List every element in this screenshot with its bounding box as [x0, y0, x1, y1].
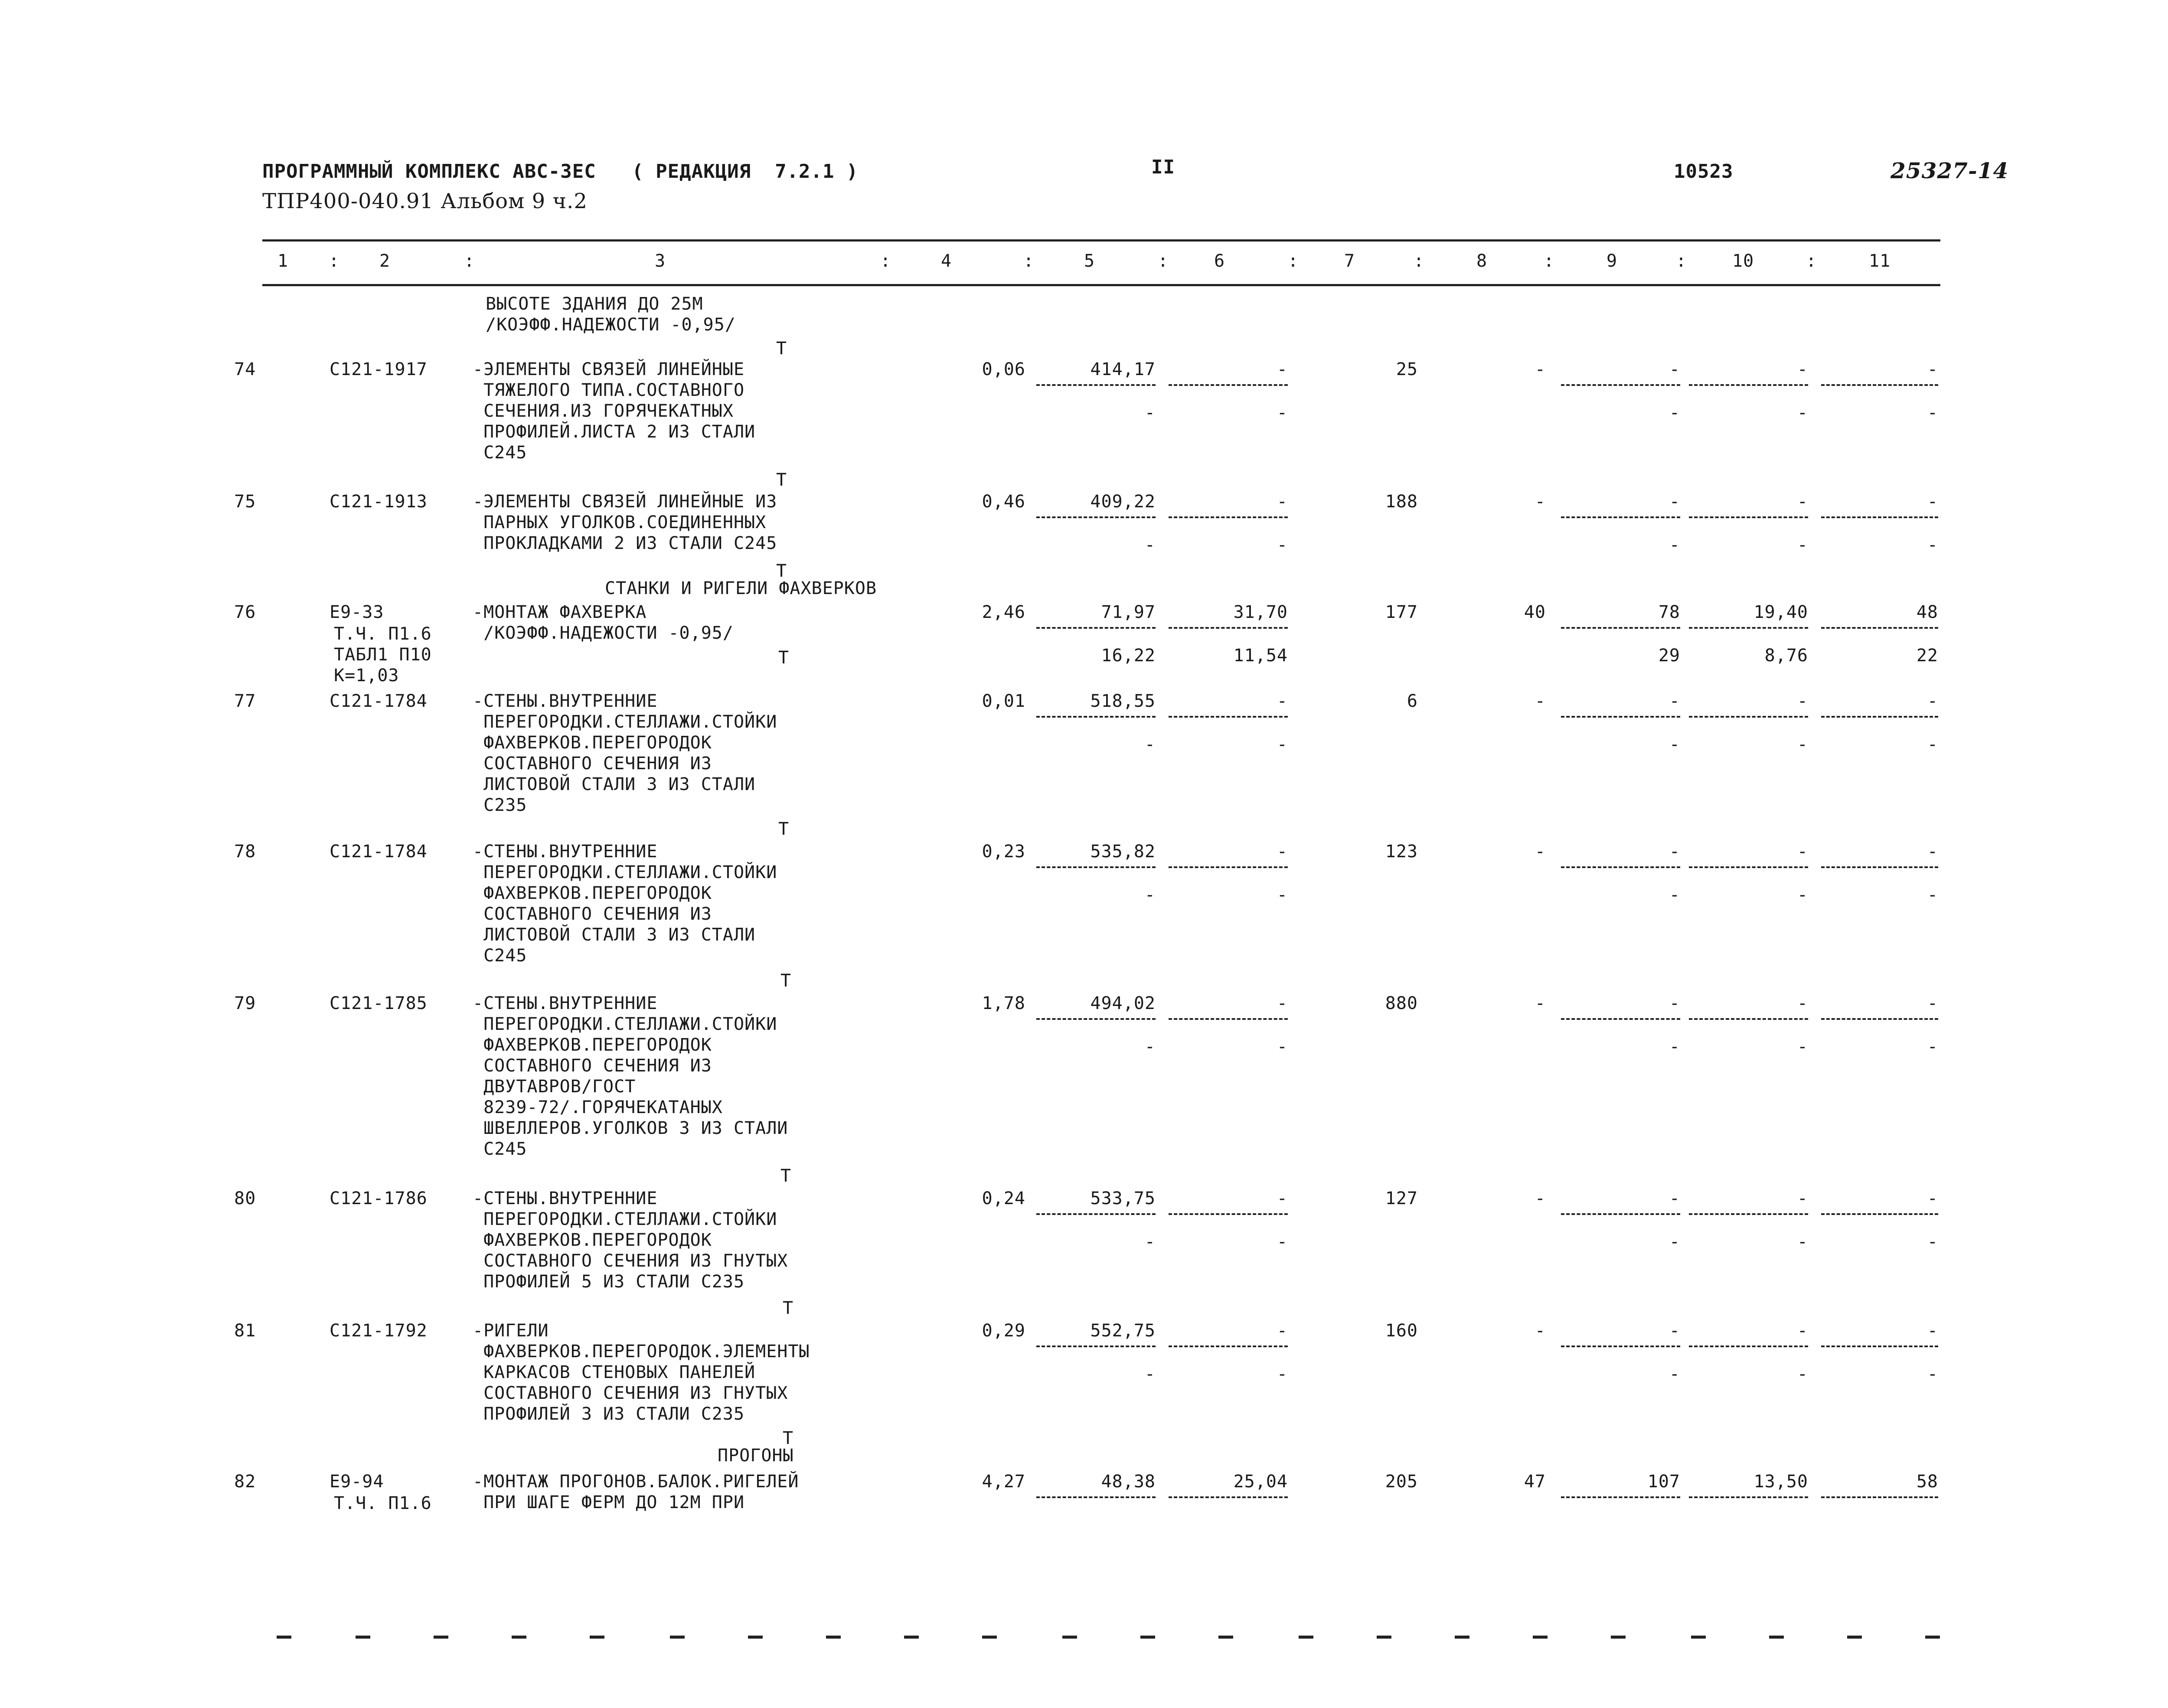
- page-number: II: [1151, 156, 1175, 178]
- cell-c9b: -: [1669, 1232, 1680, 1252]
- norm-code: С121-1784: [330, 691, 428, 711]
- cell-c9b: -: [1669, 885, 1680, 905]
- fraction-rule: [1689, 1345, 1808, 1347]
- fraction-rule: [1561, 716, 1680, 718]
- intro-line: ВЫСОТЕ ЗДАНИЯ ДО 25М: [486, 294, 703, 314]
- cell-c10: 13,50: [1753, 1472, 1808, 1492]
- cell-c9b: -: [1669, 735, 1680, 754]
- cell-c10: -: [1797, 691, 1808, 711]
- fraction-rule: [1821, 516, 1938, 518]
- cell-c7: 127: [1385, 1189, 1418, 1208]
- norm-reference: Т.Ч. П1.6: [334, 1493, 432, 1513]
- cell-c9: -: [1669, 842, 1680, 862]
- fraction-rule: [1561, 516, 1680, 518]
- work-description: -СТЕНЫ.ВНУТРЕННИЕ ПЕРЕГОРОДКИ.СТЕЛЛАЖИ.СТОЙКИ ФАХВЕРКОВ.ПЕРЕГОРОДОК СОСТАВНОГО СЕЧЕНИЯ ИЗ ГНУТЫХ ПРОФИЛЕЙ 5 ИЗ СТАЛИ С235: [473, 1189, 788, 1292]
- cell-c8: -: [1535, 1189, 1546, 1208]
- cell-c5b: -: [1144, 735, 1156, 754]
- fraction-rule: [1036, 516, 1156, 518]
- cell-c11b: -: [1927, 1232, 1938, 1252]
- t-marker: Т: [776, 339, 787, 359]
- row-number: 82: [234, 1472, 256, 1492]
- fraction-rule: [1689, 1213, 1808, 1215]
- fraction-rule: [1821, 716, 1938, 718]
- row-number: 75: [234, 492, 256, 512]
- cell-c9: -: [1669, 359, 1680, 379]
- fraction-rule: [1561, 1213, 1680, 1215]
- cell-c4: 0,46: [982, 492, 1025, 512]
- cell-c8: -: [1535, 691, 1546, 711]
- cell-c6: -: [1277, 842, 1288, 862]
- cell-c9: -: [1669, 691, 1680, 711]
- cell-c11: -: [1927, 359, 1938, 379]
- header-bottom-rule: [262, 284, 1940, 286]
- t-marker: Т: [780, 1166, 792, 1186]
- norm-code: С121-1786: [330, 1189, 428, 1208]
- cell-c8: 40: [1524, 602, 1546, 622]
- fraction-rule: [1821, 384, 1938, 386]
- row-number: 76: [234, 602, 256, 622]
- fraction-rule: [1169, 516, 1288, 518]
- cell-c6: 25,04: [1233, 1472, 1288, 1492]
- work-description: -СТЕНЫ.ВНУТРЕННИЕ ПЕРЕГОРОДКИ.СТЕЛЛАЖИ.СТОЙКИ ФАХВЕРКОВ.ПЕРЕГОРОДОК СОСТАВНОГО СЕЧЕНИЯ ИЗ ЛИСТОВОЙ СТАЛИ 3 ИЗ СТАЛИ С235: [473, 691, 777, 815]
- cell-c7: 880: [1385, 993, 1418, 1013]
- work-description: -РИГЕЛИ ФАХВЕРКОВ.ПЕРЕГОРОДОК.ЭЛЕМЕНТЫ КАРКАСОВ СТЕНОВЫХ ПАНЕЛЕЙ СОСТАВНОГО СЕЧЕНИЯ ИЗ ГНУТЫХ ПРОФИЛЕЙ 3 ИЗ СТАЛИ С235: [473, 1321, 810, 1424]
- cell-c4: 1,78: [982, 993, 1025, 1013]
- cell-c10b: -: [1797, 885, 1808, 905]
- norm-code: С121-1784: [330, 842, 428, 862]
- dash-mark: [1533, 1636, 1548, 1639]
- cell-c6b: -: [1277, 1364, 1288, 1384]
- cell-c6: 31,70: [1233, 602, 1288, 622]
- row-number: 77: [234, 691, 256, 711]
- dash-mark: [1611, 1636, 1626, 1639]
- cell-c5: 552,75: [1090, 1321, 1156, 1341]
- col-header: 3: [655, 251, 666, 271]
- cell-c5b: -: [1144, 1037, 1156, 1057]
- cell-c4: 0,06: [982, 359, 1025, 379]
- fraction-rule: [1689, 627, 1808, 629]
- norm-code: С121-1792: [330, 1321, 428, 1341]
- cell-c11b: -: [1927, 735, 1938, 754]
- dash-mark: [1062, 1636, 1077, 1639]
- cell-c11: -: [1927, 842, 1938, 862]
- cell-c9: -: [1669, 1189, 1680, 1208]
- cell-c10: -: [1797, 993, 1808, 1013]
- cell-c6b: -: [1277, 735, 1288, 754]
- cell-c9b: -: [1669, 403, 1680, 423]
- cell-c11: -: [1927, 1189, 1938, 1208]
- cell-c4: 0,01: [982, 691, 1025, 711]
- cell-c7: 177: [1385, 602, 1418, 622]
- cell-c9b: -: [1669, 535, 1680, 555]
- fraction-rule: [1689, 516, 1808, 518]
- cell-c9b: 29: [1658, 646, 1680, 666]
- cell-c6: -: [1277, 359, 1288, 379]
- fraction-rule: [1821, 1018, 1938, 1020]
- cell-c9: 78: [1658, 602, 1680, 622]
- norm-code: С121-1785: [330, 993, 428, 1013]
- cell-c6: -: [1277, 993, 1288, 1013]
- fraction-rule: [1821, 1496, 1938, 1498]
- cell-c4: 2,46: [982, 602, 1025, 622]
- fraction-rule: [1036, 866, 1156, 868]
- dash-mark: [826, 1636, 841, 1639]
- col-header: 9: [1606, 251, 1618, 271]
- cell-c9b: -: [1669, 1037, 1680, 1057]
- program-title: ПРОГРАММНЫЙ КОМПЛЕКС АВС-3ЕС ( РЕДАКЦИЯ 7.2.1 ): [262, 160, 859, 183]
- cell-c10b: 8,76: [1764, 646, 1808, 666]
- cell-c6: -: [1277, 492, 1288, 512]
- cell-c11b: -: [1927, 885, 1938, 905]
- cell-c10b: -: [1797, 1364, 1808, 1384]
- cell-c10b: -: [1797, 535, 1808, 555]
- cell-c6: -: [1277, 1321, 1288, 1341]
- work-description: -СТЕНЫ.ВНУТРЕННИЕ ПЕРЕГОРОДКИ.СТЕЛЛАЖИ.СТОЙКИ ФАХВЕРКОВ.ПЕРЕГОРОДОК СОСТАВНОГО СЕЧЕНИЯ ИЗ ДВУТАВРОВ/ГОСТ 8239-72/.ГОРЯЧЕКАТАНЫХ ШВЕЛЛЕРОВ.УГОЛКОВ 3 ИЗ СТАЛИ С245: [473, 993, 788, 1159]
- fraction-rule: [1036, 1345, 1156, 1347]
- cell-c9: -: [1669, 492, 1680, 512]
- fraction-rule: [1689, 1018, 1808, 1020]
- cell-c9b: -: [1669, 1364, 1680, 1384]
- col-header: 11: [1869, 251, 1891, 271]
- cell-c5b: -: [1144, 403, 1156, 423]
- cell-c6b: -: [1277, 535, 1288, 555]
- fraction-rule: [1561, 1345, 1680, 1347]
- cell-c11: 48: [1916, 602, 1938, 622]
- dash-mark: [1691, 1636, 1706, 1639]
- fraction-rule: [1169, 1213, 1288, 1215]
- fraction-rule: [1169, 866, 1288, 868]
- t-marker: Т: [780, 971, 792, 991]
- cell-c11: -: [1927, 993, 1938, 1013]
- cell-c5b: 16,22: [1101, 646, 1156, 666]
- fraction-rule: [1821, 866, 1938, 868]
- cell-c11b: 22: [1916, 646, 1938, 666]
- fraction-rule: [1689, 866, 1808, 868]
- cell-c5: 494,02: [1090, 993, 1156, 1013]
- fraction-rule: [1689, 384, 1808, 386]
- cell-c5b: -: [1144, 1232, 1156, 1252]
- cell-c6b: -: [1277, 1037, 1288, 1057]
- norm-code: С121-1913: [330, 492, 428, 512]
- cell-c5b: -: [1144, 535, 1156, 555]
- dash-mark: [277, 1636, 291, 1639]
- cell-c6b: -: [1277, 1232, 1288, 1252]
- fraction-rule: [1169, 1345, 1288, 1347]
- cell-c11: -: [1927, 492, 1938, 512]
- dash-mark: [748, 1636, 763, 1639]
- col-header: 4: [941, 251, 952, 271]
- fraction-rule: [1561, 627, 1680, 629]
- cell-c7: 188: [1385, 492, 1418, 512]
- cell-c11b: -: [1927, 403, 1938, 423]
- t-marker: Т: [778, 648, 790, 668]
- fraction-rule: [1169, 716, 1288, 718]
- fraction-rule: [1689, 716, 1808, 718]
- fraction-rule: [1036, 1213, 1156, 1215]
- cell-c5: 414,17: [1090, 359, 1156, 379]
- col-header: 1: [278, 251, 289, 271]
- album-title: ТПР400-040.91 Альбом 9 ч.2: [262, 189, 588, 213]
- cell-c10: -: [1797, 1189, 1808, 1208]
- work-description: -ЭЛЕМЕНТЫ СВЯЗЕЙ ЛИНЕЙНЫЕ ТЯЖЕЛОГО ТИПА.СОСТАВНОГО СЕЧЕНИЯ.ИЗ ГОРЯЧЕКАТНЫХ ПРОФИЛЕЙ.ЛИСТА 2 ИЗ СТАЛИ С245: [473, 359, 756, 463]
- cell-c10b: -: [1797, 1232, 1808, 1252]
- row-number: 78: [234, 842, 256, 862]
- cell-c6: -: [1277, 691, 1288, 711]
- cell-c11b: -: [1927, 535, 1938, 555]
- dash-mark: [356, 1636, 370, 1639]
- cell-c8: -: [1535, 842, 1546, 862]
- dash-mark: [904, 1636, 919, 1639]
- norm-reference: Т.Ч. П1.6 ТАБЛ1 П10 К=1,03: [334, 624, 432, 686]
- cell-c7: 6: [1407, 691, 1418, 711]
- fraction-rule: [1036, 627, 1156, 629]
- cell-c10: -: [1797, 492, 1808, 512]
- header-top-rule: [262, 239, 1940, 242]
- section-title: ПРОГОНЫ: [718, 1446, 794, 1466]
- cell-c6b: -: [1277, 885, 1288, 905]
- norm-code: С121-1917: [330, 359, 428, 379]
- cell-c6b: -: [1277, 403, 1288, 423]
- cell-c5b: -: [1144, 1364, 1156, 1384]
- row-number: 74: [234, 359, 256, 379]
- cell-c10: 19,40: [1753, 602, 1808, 622]
- t-marker: Т: [778, 819, 790, 839]
- cell-c10b: -: [1797, 1037, 1808, 1057]
- col-header: 10: [1732, 251, 1754, 271]
- work-description: -МОНТАЖ ФАХВЕРКА /КОЭФФ.НАДЕЖОСТИ -0,95/: [473, 602, 734, 643]
- dash-mark: [982, 1636, 997, 1639]
- cell-c9: 107: [1647, 1472, 1680, 1492]
- cell-c7: 160: [1385, 1321, 1418, 1341]
- cell-c7: 25: [1396, 359, 1418, 379]
- fraction-rule: [1821, 627, 1938, 629]
- row-number: 80: [234, 1189, 256, 1208]
- fraction-rule: [1036, 1018, 1156, 1020]
- dash-mark: [434, 1636, 448, 1639]
- cell-c4: 0,23: [982, 842, 1025, 862]
- t-marker: Т: [776, 561, 787, 581]
- cell-c10b: -: [1797, 403, 1808, 423]
- fraction-rule: [1169, 1018, 1288, 1020]
- work-description: -СТЕНЫ.ВНУТРЕННИЕ ПЕРЕГОРОДКИ.СТЕЛЛАЖИ.СТОЙКИ ФАХВЕРКОВ.ПЕРЕГОРОДОК СОСТАВНОГО СЕЧЕНИЯ ИЗ ЛИСТОВОЙ СТАЛИ 3 ИЗ СТАЛИ С245: [473, 842, 777, 966]
- t-marker: Т: [783, 1298, 794, 1318]
- cell-c5b: -: [1144, 885, 1156, 905]
- dash-mark: [1299, 1636, 1313, 1639]
- cell-c4: 0,29: [982, 1321, 1025, 1341]
- cell-c7: 123: [1385, 842, 1418, 862]
- cell-c8: -: [1535, 993, 1546, 1013]
- dash-mark: [1218, 1636, 1233, 1639]
- dash-mark: [670, 1636, 685, 1639]
- row-number: 79: [234, 993, 256, 1013]
- cell-c4: 0,24: [982, 1189, 1025, 1208]
- document-number: 25327-14: [1890, 158, 2009, 183]
- dash-mark: [1455, 1636, 1469, 1639]
- cell-c8: 47: [1524, 1472, 1546, 1492]
- fraction-rule: [1561, 1018, 1680, 1020]
- work-description: -МОНТАЖ ПРОГОНОВ.БАЛОК.РИГЕЛЕЙ ПРИ ШАГЕ ФЕРМ ДО 12М ПРИ: [473, 1472, 799, 1512]
- cell-c11: -: [1927, 691, 1938, 711]
- dash-mark: [512, 1636, 526, 1639]
- cell-c4: 4,27: [982, 1472, 1025, 1492]
- col-header: 5: [1084, 251, 1095, 271]
- work-description: -ЭЛЕМЕНТЫ СВЯЗЕЙ ЛИНЕЙНЫЕ ИЗ ПАРНЫХ УГОЛКОВ.СОЕДИНЕННЫХ ПРОКЛАДКАМИ 2 ИЗ СТАЛИ С245: [473, 492, 777, 553]
- cell-c8: -: [1535, 1321, 1546, 1341]
- cell-c9: -: [1669, 993, 1680, 1013]
- cell-c10: -: [1797, 359, 1808, 379]
- fraction-rule: [1169, 384, 1288, 386]
- cell-c5: 409,22: [1090, 492, 1156, 512]
- cell-c7: 205: [1385, 1472, 1418, 1492]
- norm-code: Е9-33: [330, 602, 384, 622]
- dash-mark: [1140, 1636, 1155, 1639]
- fraction-rule: [1689, 1496, 1808, 1498]
- cell-c5: 71,97: [1101, 602, 1156, 622]
- fraction-rule: [1561, 1496, 1680, 1498]
- dash-mark: [1925, 1636, 1940, 1639]
- col-header: 2: [379, 251, 391, 271]
- intro-line: /КОЭФФ.НАДЕЖОСТИ -0,95/: [486, 315, 736, 335]
- cell-c5: 48,38: [1101, 1472, 1156, 1492]
- fraction-rule: [1036, 716, 1156, 718]
- cell-c5: 533,75: [1090, 1189, 1156, 1208]
- norm-code: Е9-94: [330, 1472, 384, 1492]
- cell-c10: -: [1797, 842, 1808, 862]
- fraction-rule: [1169, 1496, 1288, 1498]
- row-number: 81: [234, 1321, 256, 1341]
- cell-c8: -: [1535, 492, 1546, 512]
- fraction-rule: [1821, 1213, 1938, 1215]
- dash-mark: [1847, 1636, 1862, 1639]
- col-header: 8: [1476, 251, 1488, 271]
- cell-c6: -: [1277, 1189, 1288, 1208]
- fraction-rule: [1036, 1496, 1156, 1498]
- t-marker: Т: [776, 470, 787, 490]
- fraction-rule: [1561, 384, 1680, 386]
- cell-c9: -: [1669, 1321, 1680, 1341]
- cell-c11b: -: [1927, 1037, 1938, 1057]
- cell-c5: 535,82: [1090, 842, 1156, 862]
- t-marker: Т: [783, 1428, 794, 1448]
- col-header: 7: [1344, 251, 1355, 271]
- col-header: 6: [1214, 251, 1225, 271]
- document-code: 10523: [1674, 160, 1734, 183]
- cell-c11: -: [1927, 1321, 1938, 1341]
- fraction-rule: [1036, 384, 1156, 386]
- fraction-rule: [1169, 627, 1288, 629]
- fraction-rule: [1561, 866, 1680, 868]
- dash-mark: [1377, 1636, 1391, 1639]
- cell-c11b: -: [1927, 1364, 1938, 1384]
- cell-c10: -: [1797, 1321, 1808, 1341]
- dash-mark: [590, 1636, 604, 1639]
- cell-c11: 58: [1916, 1472, 1938, 1492]
- cell-c8: -: [1535, 359, 1546, 379]
- dash-mark: [1769, 1636, 1784, 1639]
- cell-c5: 518,55: [1090, 691, 1156, 711]
- cell-c6b: 11,54: [1233, 646, 1288, 666]
- section-title: СТАНКИ И РИГЕЛИ ФАХВЕРКОВ: [605, 578, 877, 598]
- fraction-rule: [1821, 1345, 1938, 1347]
- cell-c10b: -: [1797, 735, 1808, 754]
